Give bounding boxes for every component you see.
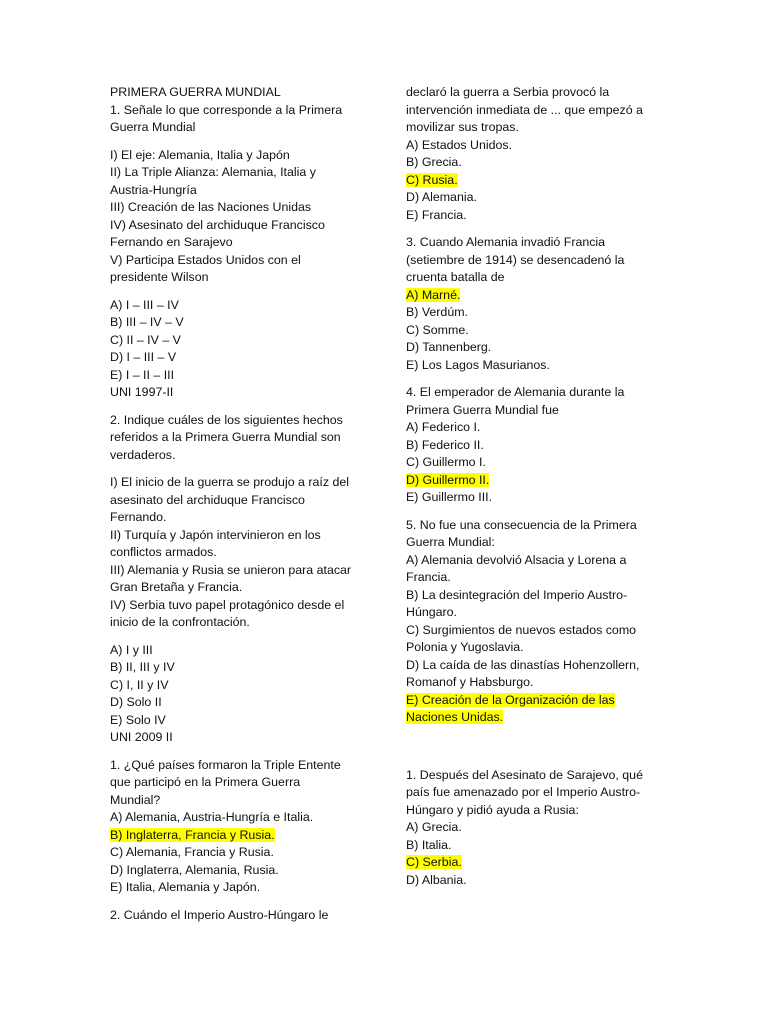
line-text: C) Surgimientos de nuevos estados como — [406, 622, 637, 637]
text-line — [110, 809, 362, 827]
line-text: referidos a la Primera Guerra Mundial son — [110, 430, 341, 444]
right-column — [406, 84, 658, 889]
text-line — [406, 639, 658, 657]
line-text: 1. Señale lo que corresponde a la Primera — [110, 102, 343, 117]
text-line — [406, 322, 658, 340]
highlighted-answer: E) Creación de la Organización de las — [406, 692, 615, 707]
blank-line — [406, 224, 658, 234]
line-text: Polonia y Yugoslavia. — [406, 640, 524, 654]
line-text: D) Tannenberg. — [406, 340, 492, 354]
text-line — [110, 164, 362, 182]
line-text: D) Inglaterra, Alemania, Rusia. — [110, 862, 279, 877]
text-line — [110, 527, 362, 545]
line-text: I) El eje: Alemania, Italia y Japón — [110, 147, 290, 162]
text-line — [110, 199, 362, 217]
line-text: PRIMERA GUERRA MUNDIAL — [110, 85, 281, 99]
line-text: IV) Serbia tuvo papel protagónico desde el — [110, 597, 345, 612]
text-line — [110, 597, 362, 615]
highlighted-answer: C) Rusia. — [406, 172, 458, 187]
text-line — [406, 472, 658, 490]
text-line — [110, 614, 362, 632]
text-line — [110, 757, 362, 775]
text-line — [110, 729, 362, 747]
line-text: E) Solo IV — [110, 712, 166, 727]
text-line — [406, 587, 658, 605]
line-text: E) Guillermo III. — [406, 490, 493, 504]
text-line — [406, 119, 658, 137]
highlighted-answer: C) Serbia. — [406, 855, 462, 869]
line-text: Primera Guerra Mundial fue — [406, 402, 559, 417]
line-text: (setiembre de 1914) se desencadenó la — [406, 252, 625, 267]
text-line — [110, 712, 362, 730]
text-line — [110, 579, 362, 597]
text-line — [110, 447, 362, 465]
text-line — [406, 784, 658, 802]
text-line — [406, 569, 658, 587]
text-line — [110, 102, 362, 120]
line-text: cruenta batalla de — [406, 270, 505, 284]
blank-line — [110, 464, 362, 474]
line-text: D) Albania. — [406, 872, 467, 887]
text-line — [110, 642, 362, 660]
text-line — [110, 879, 362, 897]
line-text: C) II – IV – V — [110, 332, 181, 347]
text-line — [406, 269, 658, 287]
text-line — [110, 509, 362, 527]
text-line — [406, 287, 658, 305]
line-text: C) Alemania, Francia y Rusia. — [110, 845, 274, 859]
line-text: Mundial? — [110, 792, 161, 807]
blank-line — [406, 374, 658, 384]
text-line — [406, 419, 658, 437]
text-line — [110, 234, 362, 252]
line-text: presidente Wilson — [110, 270, 209, 284]
line-text: 1. ¿Qué países formaron la Triple Entente — [110, 757, 341, 772]
line-text: I) El inicio de la guerra se produjo a raíz del — [110, 475, 349, 489]
line-text: Húngaro y pidió ayuda a Rusia: — [406, 802, 579, 817]
text-line — [406, 189, 658, 207]
text-line — [406, 854, 658, 872]
text-line — [406, 517, 658, 535]
text-line — [110, 252, 362, 270]
line-text: A) I – III – IV — [110, 297, 179, 312]
text-line — [110, 677, 362, 695]
line-text: A) Alemania, Austria-Hungría e Italia. — [110, 810, 314, 824]
line-text: Austria-Hungría — [110, 182, 197, 197]
line-text: Húngaro. — [406, 605, 457, 619]
line-text: asesinato del archiduque Francisco — [110, 492, 305, 507]
text-line — [406, 692, 658, 710]
line-text: Fernando. — [110, 510, 167, 524]
text-line — [406, 252, 658, 270]
text-line — [406, 454, 658, 472]
line-text: B) Verdúm. — [406, 305, 468, 319]
line-text: B) Italia. — [406, 837, 452, 852]
text-line — [406, 489, 658, 507]
left-column — [110, 84, 362, 924]
line-text: 1. Después del Asesinato de Sarajevo, qué — [406, 767, 643, 782]
blank-line — [110, 747, 362, 757]
line-text: Guerra Mundial: — [406, 535, 495, 549]
text-line — [110, 269, 362, 287]
text-line — [110, 774, 362, 792]
line-text: Gran Bretaña y Francia. — [110, 580, 243, 594]
line-text: IV) Asesinato del archiduque Francisco — [110, 217, 325, 232]
text-line — [406, 674, 658, 692]
line-text: V) Participa Estados Unidos con el — [110, 252, 301, 267]
text-line — [110, 147, 362, 165]
blank-line — [406, 507, 658, 517]
text-line — [110, 314, 362, 332]
blank-line — [110, 632, 362, 642]
line-text: E) I – II – III — [110, 367, 175, 382]
line-text: conflictos armados. — [110, 545, 217, 559]
line-text: 4. El emperador de Alemania durante la — [406, 385, 625, 399]
blank-line — [110, 137, 362, 147]
text-line — [110, 297, 362, 315]
text-line — [110, 474, 362, 492]
text-line — [406, 802, 658, 820]
text-line — [110, 659, 362, 677]
line-text: país fue amenazado por el Imperio Austro- — [406, 785, 641, 799]
line-text: D) Alemania. — [406, 190, 477, 204]
highlighted-answer: Naciones Unidas. — [406, 710, 504, 724]
line-text: B) Grecia. — [406, 155, 462, 169]
text-line — [406, 437, 658, 455]
blank-line — [406, 737, 658, 747]
blank-line — [406, 727, 658, 737]
line-text: inicio de la confrontación. — [110, 615, 250, 629]
text-line — [406, 154, 658, 172]
text-line — [406, 767, 658, 785]
text-line — [110, 492, 362, 510]
text-line — [406, 534, 658, 552]
line-text: II) Turquía y Japón intervinieron en los — [110, 527, 321, 542]
line-text: E) Los Lagos Masurianos. — [406, 357, 550, 372]
text-line — [110, 349, 362, 367]
line-text: C) Somme. — [406, 322, 469, 337]
line-text: 2. Indique cuáles de los siguientes hechos — [110, 412, 343, 427]
line-text: D) I – III – V — [110, 350, 177, 364]
line-text: UNI 1997-II — [110, 385, 174, 399]
text-line — [406, 137, 658, 155]
blank-line — [110, 897, 362, 907]
text-line — [110, 429, 362, 447]
line-text: verdaderos. — [110, 447, 176, 462]
line-text: UNI 2009 II — [110, 730, 173, 744]
line-text: A) Federico I. — [406, 420, 481, 434]
highlighted-answer: B) Inglaterra, Francia y Rusia. — [110, 827, 275, 842]
text-line — [110, 907, 362, 925]
text-line — [406, 604, 658, 622]
line-text: E) Italia, Alemania y Japón. — [110, 880, 261, 894]
text-line — [406, 709, 658, 727]
text-line — [406, 234, 658, 252]
line-text: A) Estados Unidos. — [406, 137, 513, 152]
text-line — [110, 694, 362, 712]
text-line — [406, 207, 658, 225]
text-line — [406, 304, 658, 322]
line-text: III) Alemania y Rusia se unieron para atacar — [110, 562, 352, 577]
line-text: 2. Cuándo el Imperio Austro-Húngaro le — [110, 907, 329, 922]
line-text: D) La caída de las dinastías Hohenzollern, — [406, 657, 640, 672]
line-text: B) III – IV – V — [110, 315, 184, 329]
blank-line — [110, 402, 362, 412]
line-text: III) Creación de las Naciones Unidas — [110, 200, 312, 214]
text-line — [406, 357, 658, 375]
text-line — [406, 622, 658, 640]
text-line — [406, 384, 658, 402]
line-text: A) Alemania devolvió Alsacia y Lorena a — [406, 552, 627, 567]
line-text: C) Guillermo I. — [406, 455, 486, 469]
line-text: Guerra Mundial — [110, 120, 196, 134]
line-text: 3. Cuando Alemania invadió Francia — [406, 235, 606, 249]
text-line — [110, 332, 362, 350]
line-text: C) I, II y IV — [110, 677, 169, 692]
line-text: Fernando en Sarajevo — [110, 235, 233, 249]
line-text: intervención inmediata de ... que empezó a — [406, 102, 643, 117]
line-text: II) La Triple Alianza: Alemania, Italia y — [110, 165, 316, 179]
text-line — [110, 792, 362, 810]
text-line — [110, 862, 362, 880]
text-line — [110, 217, 362, 235]
line-text: que participó en la Primera Guerra — [110, 775, 301, 789]
text-line — [110, 182, 362, 200]
text-line — [110, 119, 362, 137]
line-text: E) Francia. — [406, 207, 467, 222]
text-line — [110, 844, 362, 862]
text-line — [406, 552, 658, 570]
text-line — [406, 819, 658, 837]
line-text: declaró la guerra a Serbia provocó la — [406, 85, 610, 99]
blank-line — [406, 747, 658, 757]
text-line — [406, 837, 658, 855]
text-line — [110, 827, 362, 845]
blank-line — [406, 757, 658, 767]
text-line — [406, 872, 658, 890]
highlighted-answer: A) Marné. — [406, 287, 461, 302]
line-text: B) II, III y IV — [110, 660, 175, 674]
text-line — [110, 384, 362, 402]
line-text: Francia. — [406, 570, 451, 584]
line-text: Romanof y Habsburgo. — [406, 675, 534, 689]
text-line — [110, 412, 362, 430]
text-line — [406, 172, 658, 190]
line-text: D) Solo II — [110, 695, 162, 709]
line-text: movilizar sus tropas. — [406, 120, 519, 134]
line-text: B) Federico II. — [406, 437, 484, 452]
text-line — [110, 367, 362, 385]
text-line — [110, 562, 362, 580]
text-line — [406, 102, 658, 120]
blank-line — [110, 287, 362, 297]
line-text: A) Grecia. — [406, 820, 462, 834]
line-text: A) I y III — [110, 642, 153, 657]
text-line — [110, 544, 362, 562]
text-line — [110, 84, 362, 102]
highlighted-answer: D) Guillermo II. — [406, 472, 490, 487]
line-text: 5. No fue una consecuencia de la Primera — [406, 517, 637, 532]
text-line — [406, 657, 658, 675]
line-text: B) La desintegración del Imperio Austro- — [406, 587, 628, 602]
text-line — [406, 339, 658, 357]
text-line — [406, 402, 658, 420]
text-line — [406, 84, 658, 102]
